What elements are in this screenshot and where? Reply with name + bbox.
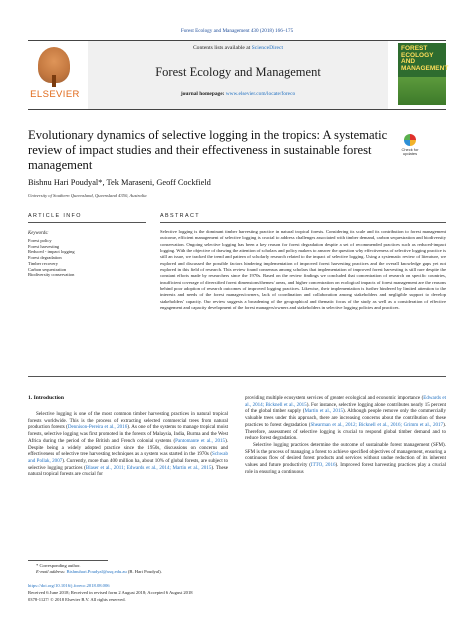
updates-label: Check for updates (401, 147, 419, 157)
intro-heading: 1. Introduction (28, 395, 64, 401)
doi-line (28, 583, 428, 589)
citation-link[interactable]: ITTO, 2016 (310, 462, 336, 469)
journal-reference[interactable]: Forest Ecology and Management 430 (2018) 166–175 (180, 28, 294, 34)
check-for-updates-badge[interactable] (396, 134, 424, 158)
intro-text: ). Currently, more than 400 million ha, about 10% of global forests, are subject to selective logging practices ( (28, 458, 228, 471)
abstract-rule (160, 222, 446, 223)
cover-title: FOREST ECOLOGY AND MANAGEMENT (401, 45, 449, 72)
contents-line (88, 45, 388, 51)
corresponding-author-note: * Corresponding author. (36, 563, 81, 568)
citation-link[interactable]: Edwards et al., 2014; Bicknell et al., 2015 (245, 395, 446, 408)
intro-paragraph (245, 442, 446, 476)
article-authors[interactable]: Bishnu Hari Poudyal*, Tek Maraseni, Geoff Cockfield (28, 178, 211, 187)
keyword-list (28, 238, 128, 278)
citation-link[interactable]: Martin et al., 2015 (304, 408, 343, 415)
tree-trunk-icon (52, 75, 56, 87)
intro-text: ). Therefore, assessment of selective logging is crucial to respond global timber demand and to reduce forest degradation. (245, 421, 447, 442)
contents-prefix: Contents lists available at (192, 45, 251, 51)
journal-cover-thumbnail[interactable] (398, 43, 449, 105)
keyword-item: Forest harvesting (28, 243, 60, 249)
intro-text: ). For instance, selective logging alone contributes nearly 15 percent of the global timber supply ( (245, 401, 446, 415)
article-title: Evolutionary dynamics of selective logging in the tropics: A systematic review of impact studies and their effectiveness in sustainable forest management (28, 128, 388, 172)
publisher-name: ELSEVIER (30, 89, 80, 100)
abstract-label: ABSTRACT (160, 213, 200, 219)
homepage-link[interactable]: www.elsevier.com/locate/foreco (225, 91, 296, 97)
updates-icon (404, 134, 416, 146)
received-dates: Received 6 June 2018; Received in revised form 2 August 2018; Accepted 6 August 2018 (28, 590, 193, 595)
intro-text: ). These natural tropical forests are crucial for (28, 464, 228, 478)
intro-text: ). Improved forest harvesting practices play a crucial role in ensuring a continuous (245, 462, 446, 475)
abstract-text: Selective logging is the dominant timber harvesting practice in natural tropical forests. Considering its scale and its contribution to forest management outcome, efficient management of selective logging is crucial to address challenges associated with timber demand, carbon sequestration and biodiversity conservation. Ongoing selective logging has been a key reason for forest degradation despite a set of recommended practices such as reduced-impact logging. With the objective of drawing the attention of scholars and policy makers to answer the question why effectiveness of selective logging practice is still an issue, we tracked the trend and pattern of scholarly research related to the impact of selective logging. Using a systematic review of literature, we explored and discussed the possible factors hindering implementation of improved forest harvesting practices and the overall knowledge gaps yet not explored in this field of research. This review found consensus among scholars that implementation of improved forest harvesting is still rare despite the constant efforts made by researchers since the 1970s. Based on the review findings we concluded that concentration of research on specific countries, insufficient coverage of diversified forest dimensions/themes/ areas, and higher concentration on ecological impacts of forest management are the reasons behind poor adoption of research outcomes of improved logging practices. Likewise, their implementation is further hindered by limited attention to the interests and needs of the forest managers/owners, lack of coordination and collaboration among stakeholders and negligible support to develop stakeholders' capacity. Our review suggests a broadening of the geographical and thematic focus of the study as well as a consideration of effective engagement and capacity development of the forest managers/owners and stakeholders in selective logging policies and practices. (160, 229, 446, 311)
intro-text: ). As one of the systems to manage tropical moist forests, selective logging was first promoted in the forests of Malaysia, India, Burma and the West Africa during the period of the British and French colonial systems ( (28, 424, 228, 444)
intro-right-column (245, 395, 446, 476)
journal-title[interactable]: Forest Ecology and Management (155, 65, 321, 79)
journal-banner (88, 41, 388, 109)
intro-text: ). Although people remove only the commercially valuable trees under this approach, there are increasing concerns about the contribution of these practices to forest degradation ( (245, 408, 446, 428)
journal-homepage (88, 91, 388, 97)
intro-text: providing multiple ecosystem services of greater ecological and economic importance ( (245, 395, 424, 401)
issn-copyright: 0378-1127/ © 2018 Elsevier B.V. All rights reserved. (28, 597, 126, 602)
intro-paragraph (245, 395, 446, 442)
article-info-label: ARTICLE INFO (28, 213, 82, 219)
keyword-item: Forest policy (28, 238, 52, 243)
citation-link[interactable]: Pantomante et al., 2015 (175, 437, 226, 444)
sciencedirect-link[interactable]: ScienceDirect (251, 45, 284, 51)
abstract-bottom-rule (28, 376, 446, 377)
intro-text: Selective logging practices determine the outcome of sustainable forest management (SFM). SFM is the process of managing a forest to achieve specified objectives of management, ensuring a continuous flow of desired forest products and services without undue reduction of its inherent values and future productivity ( (245, 442, 446, 469)
author-affiliation: University of Southern Queensland, Queensland 4350, Australia (28, 193, 147, 198)
citation-link[interactable]: Schwab and Pollak, 2007 (28, 451, 228, 465)
keywords-label: Keywords: (28, 231, 49, 236)
email-note (36, 569, 436, 575)
citation-link[interactable]: Blaser et al., 2011; Edwards et al., 2014; Martin et al., 2015 (85, 464, 212, 471)
homepage-prefix: journal homepage: (180, 91, 225, 97)
cover-image-band (398, 77, 446, 105)
email-name: (B. Hari Poudyal). (127, 569, 162, 574)
journal-masthead (28, 40, 449, 110)
citation-link[interactable]: Shearman et al., 2012; Bicknell et al., 2016; Grimm et al., 2017 (310, 421, 444, 428)
intro-text: Selective logging is one of the most common timber harvesting practices in natural tropical forests worldwide. This is the process of extracting selected commercial trees from natural production forests ( (28, 411, 228, 431)
doi-link[interactable]: https://doi.org/10.1016/j.foreco.2018.08.006 (28, 583, 110, 588)
keyword-item: Reduced - impact logging (28, 249, 75, 255)
keyword-item: Forest degradation (28, 255, 62, 261)
email-label: E-mail address: (36, 569, 66, 574)
intro-left-column (28, 411, 228, 478)
intro-text: ). Despite being a widely adopted practice since the 1950s, discussions on concerns and effectiveness of selective tree harvesting techniques as a system was started in the 1970s ( (28, 437, 229, 458)
citation-link[interactable]: Dennison-Pereira et al., 2016 (67, 424, 128, 431)
keyword-item: Carbon sequestration (28, 266, 67, 272)
footnote-rule (28, 560, 108, 561)
elsevier-logo[interactable] (28, 45, 80, 99)
email-link[interactable]: Bishnuhari.Poudyal@usq.edu.au (66, 569, 127, 574)
keyword-item: Timber recovery (28, 260, 58, 266)
keyword-item: Biodiversity conservation (28, 272, 75, 278)
article-info-rule (28, 222, 146, 223)
